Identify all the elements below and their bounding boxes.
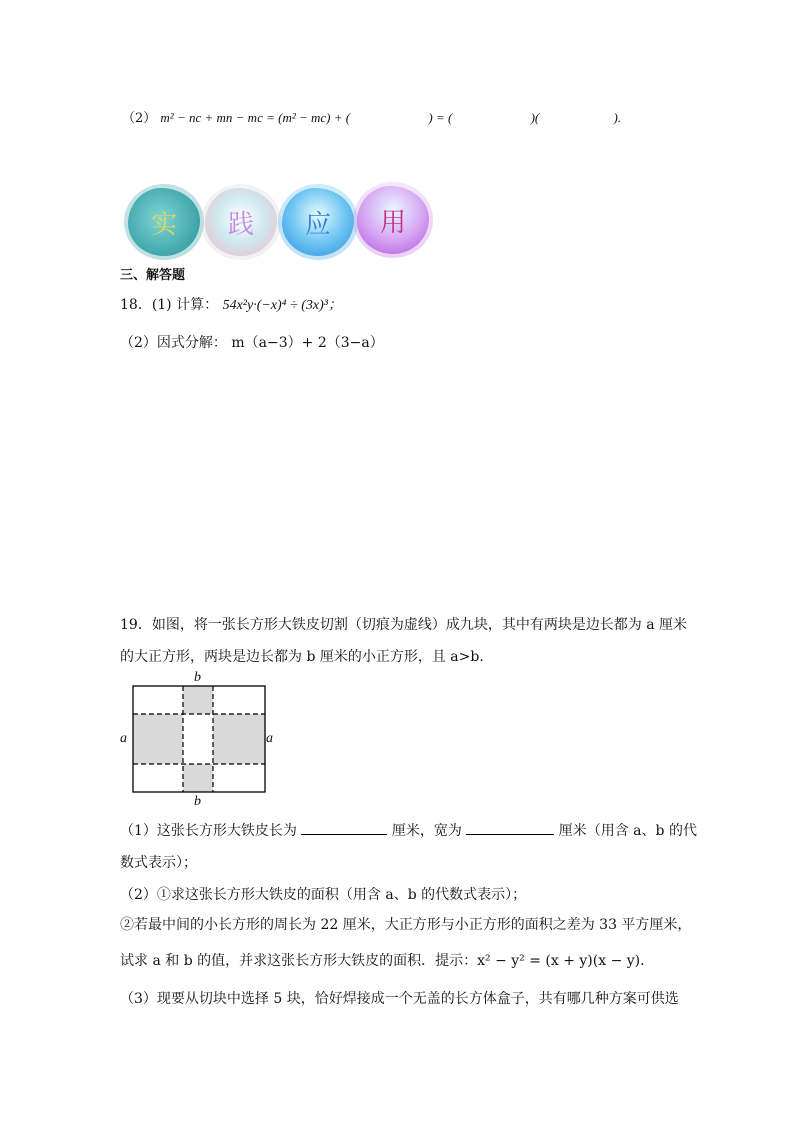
q19-stem-line1: 19．如图，将一张长方形大铁皮切割（切痕为虚线）成九块，其中有两块是边长都为 a 厘米 [120,617,688,633]
q19-stem-line2: 的大正方形，两块是边长都为 b 厘米的小正方形，且 a>b． [120,649,494,665]
badge-yong-label: 用 [379,207,406,238]
badge-shi-label: 实 [150,209,177,240]
badge-ying [282,188,354,256]
figure-label-right: a [266,731,273,746]
figure-label-left: a [120,731,127,746]
q18-part1-prefix: 18．(1) 计算： [120,297,219,313]
q18-part2-expression: m（a−3）+ 2（3−a） [231,335,384,351]
shaded-top-small-square [183,686,213,714]
q17-part2 [122,107,621,126]
q19-part2-line3: 试求 a 和 b 的值，并求这张长方形大铁皮的面积．提示：x² − y² = (x + y)(x − y)． [120,953,655,969]
q19-figure [133,686,265,792]
figure-label-bottom: b [194,794,201,809]
q17-eq-mid2: )( [530,110,540,125]
badge-yong [357,186,429,254]
badge-jian-label: 践 [227,209,254,240]
section-title: 三、解答题 [120,268,186,283]
figure-label-top: b [194,670,201,685]
shaded-left-large-square [133,714,183,764]
q19-part1-line2: 数式表示）； [120,855,197,871]
q19-part2-line1: （2）①求这张长方形大铁皮的面积（用含 a、b 的代数式表示）； [120,887,527,903]
q19-part1-text-c: 厘米（用含 a、b 的代 [558,823,697,839]
q17-label: （2） [122,111,157,126]
q18-part2-prefix: （2）因式分解： [120,335,227,351]
q18-part1 [120,294,342,314]
q17-eq-mid1: ) = ( [428,110,453,125]
q19-part2-line2: ②若最中间的小长方形的周长为 22 厘米，大正方形与小正方形的面积之差为 33 平方厘米， [120,917,692,933]
badge-shi [128,188,200,256]
q19-part1-text-b: 厘米，宽为 [391,823,462,839]
q19-figure-svg [133,686,265,792]
q18-part1-expression: 54x²y·(−x)⁴ ÷ (3x)³； [222,298,342,313]
q19-width-blank[interactable] [466,820,554,835]
badge-ying-label: 应 [304,209,331,240]
q17-expression: m² − nc + mn − mc = (m² − mc) + ( [160,110,351,125]
q19-part1-line1 [120,820,697,840]
q17-eq-end: ). [613,110,622,125]
q19-length-blank[interactable] [301,820,387,835]
q19-part3: （3）现要从切块中选择 5 块，恰好焊接成一个无盖的长方体盒子，共有哪几种方案可供选 [120,991,679,1007]
q18-part2 [120,332,384,352]
shaded-bottom-small-square [183,764,213,792]
badge-jian [205,188,277,256]
q19-part1-text-a: （1）这张长方形大铁皮长为 [120,823,297,839]
shaded-right-large-square [213,714,265,764]
